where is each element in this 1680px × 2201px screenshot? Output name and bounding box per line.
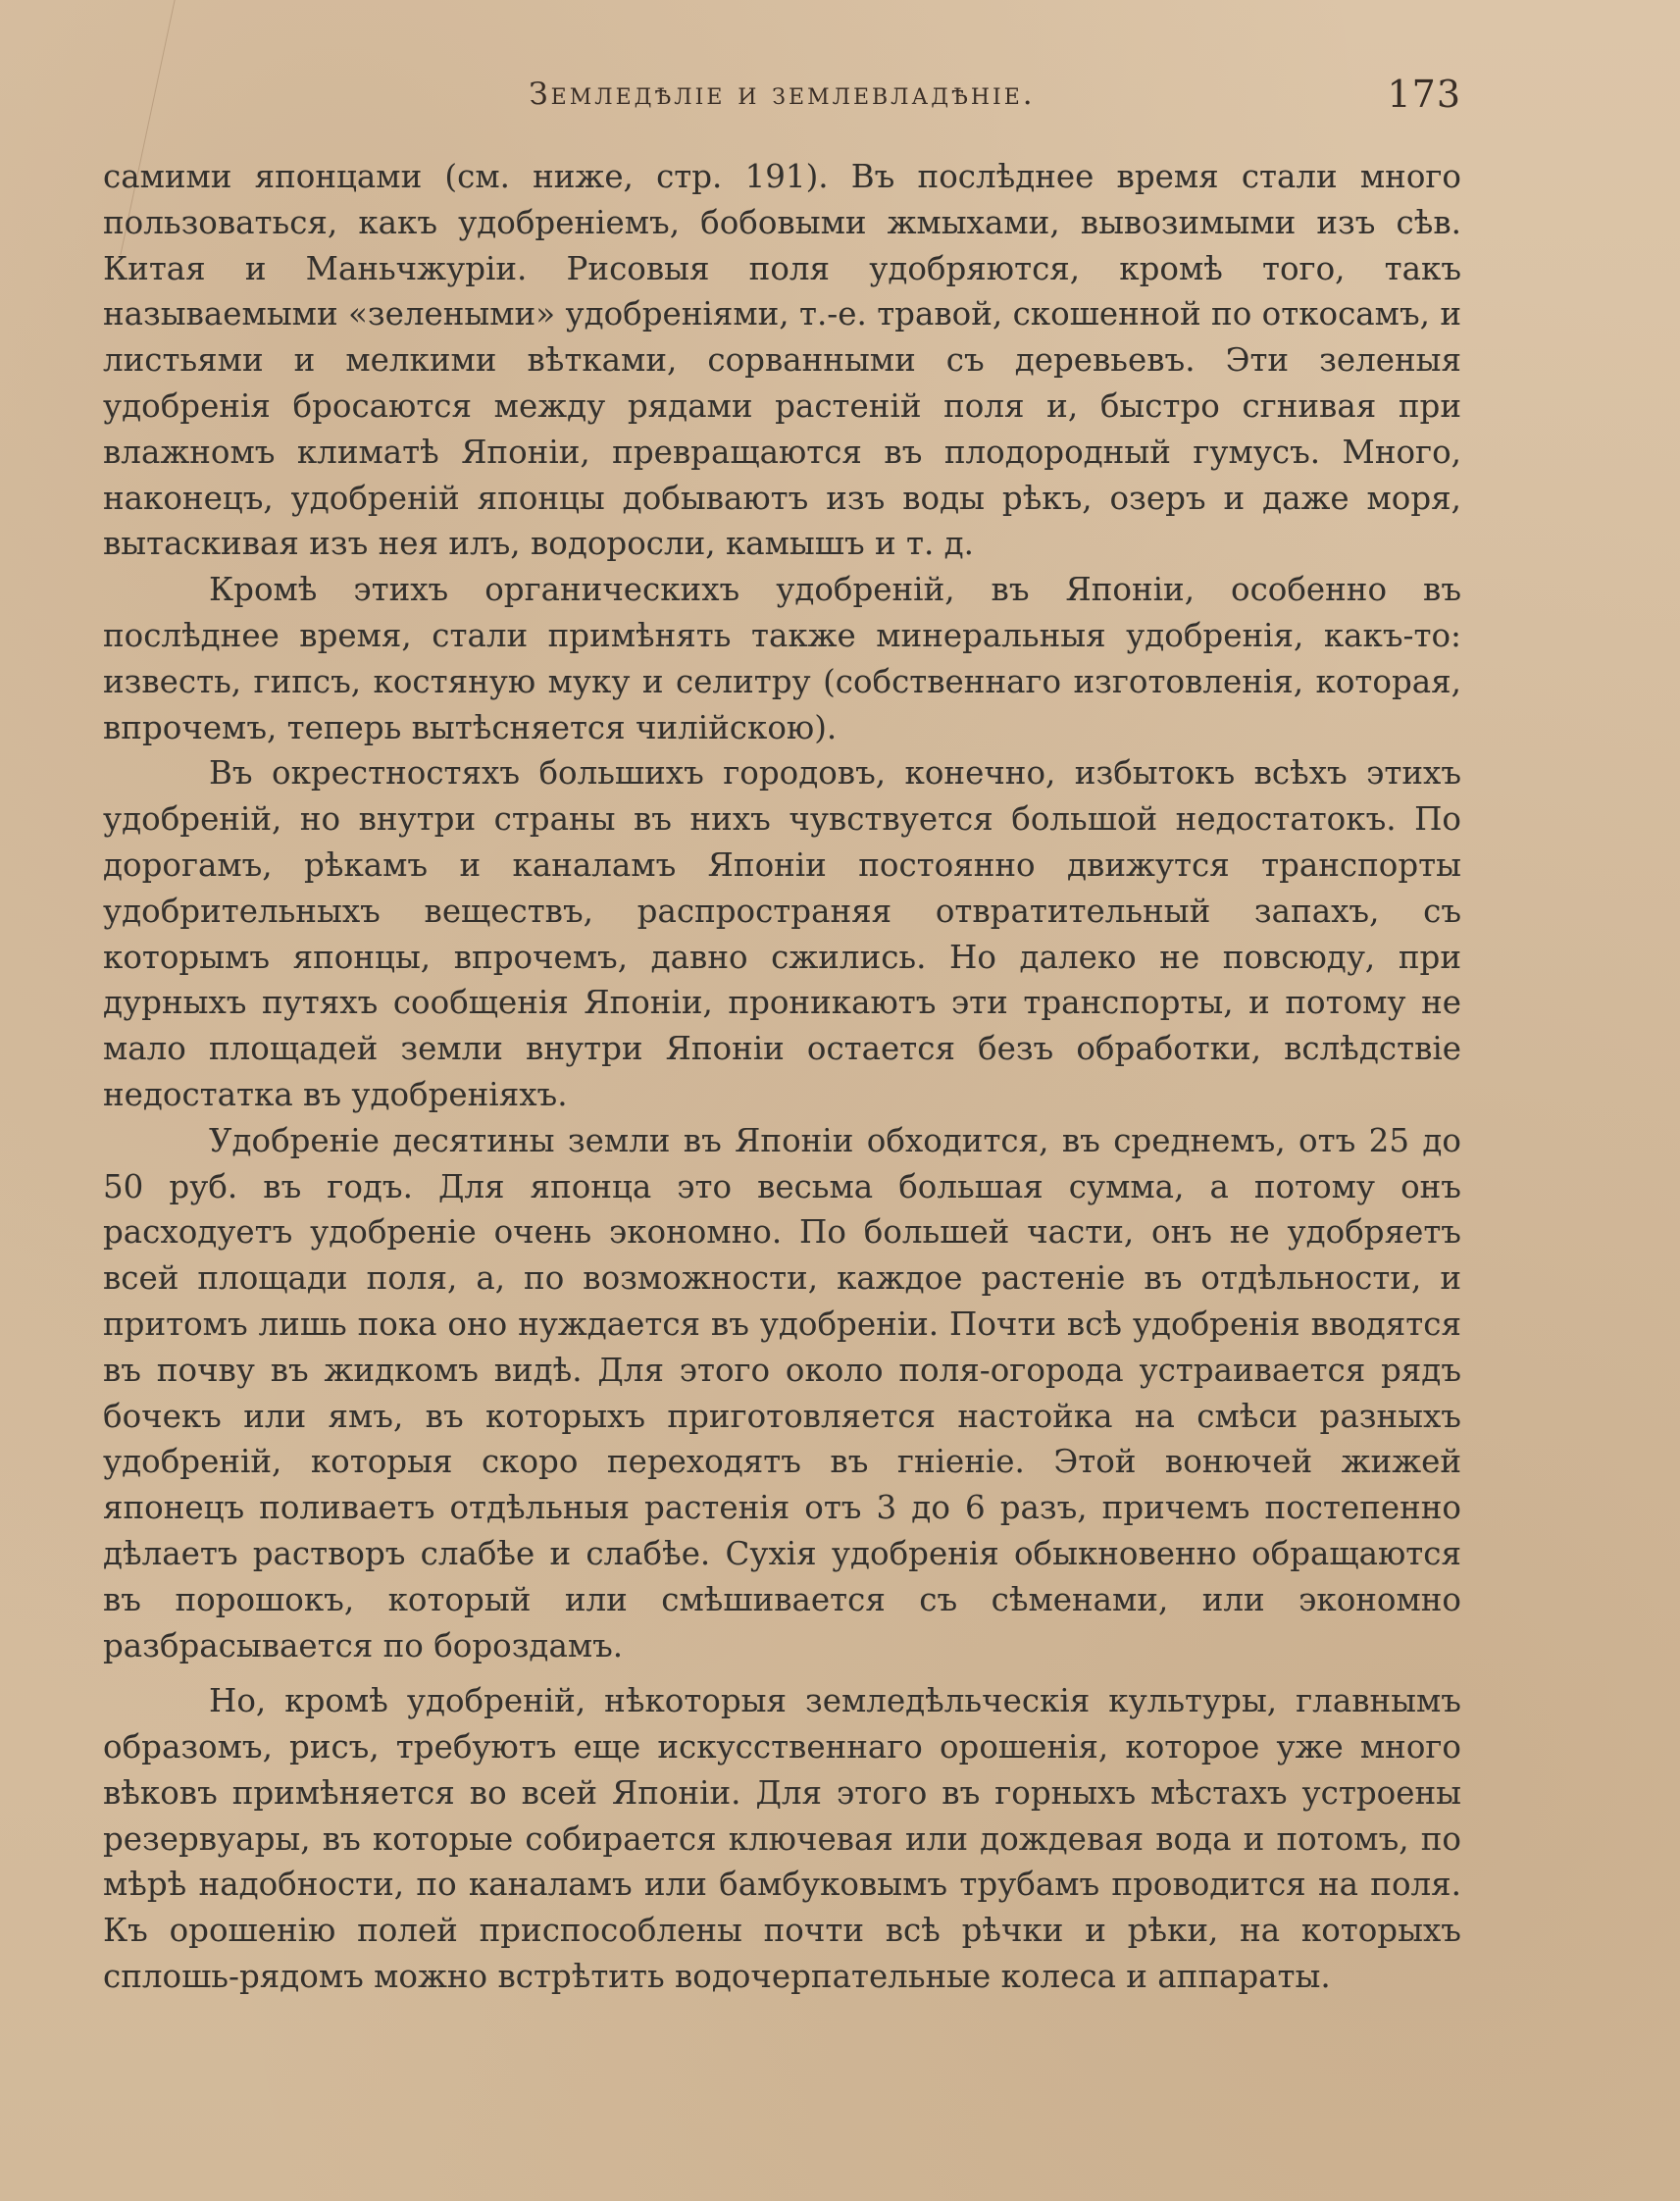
body-text	[103, 154, 1461, 2000]
paragraph: Но, кромѣ удобреній, нѣкоторыя земледѣльческія культуры, главнымъ образомъ, рисъ, требуютъ еще искусственнаго орошенія, которое уже много вѣковъ примѣняется во всей Японіи. Для этого въ горныхъ мѣстахъ устроены резервуары, въ которые собирается ключевая или дождевая вода и потомъ, по мѣрѣ надобности, по каналамъ или бамбуковымъ трубамъ проводится на поля. Къ орошенію полей приспособлены почти всѣ рѣчки и рѣки, на которыхъ сплошь-рядомъ можно встрѣтить водочерпательные колеса и аппараты.	[103, 1682, 1461, 1996]
page-number: 173	[1387, 73, 1461, 116]
paragraph: Въ окрестностяхъ большихъ городовъ, конечно, избытокъ всѣхъ этихъ удобреній, но внутри страны въ нихъ чувствуется большой недостатокъ. По дорогамъ, рѣкамъ и каналамъ Японіи постоянно движутся транспорты удобрительныхъ веществъ, распространяя отвратительный запахъ, съ которымъ японцы, впрочемъ, давно сжились. Но далеко не повсюду, при дурныхъ путяхъ сообщенія Японіи, проникаютъ эти транспорты, и потому не мало площадей земли внутри Японіи остается безъ обработки, вслѣдствіе недостатка въ удобреніяхъ.	[103, 754, 1461, 1113]
paragraph-continued: самими японцами (см. ниже, стр. 191). Въ послѣднее время стали много пользоваться, какъ удобреніемъ, бобовыми жмыхами, вывозимыми изъ сѣв. Китая и Маньчжуріи. Рисовыя поля удобряются, кромѣ того, такъ называемыми «зелеными» удобреніями, т.-е. травой, скошенной по откосамъ, и листьями и мелкими вѣтками, сорванными съ деревьевъ. Эти зеленыя удобренія бросаются между рядами растеній поля и, быстро сгнивая при влажномъ климатѣ Японіи, превращаются въ плодородный гумусъ. Много, наконецъ, удобреній японцы добываютъ изъ воды рѣкъ, озеръ и даже моря, вытаскивая изъ нея илъ, водоросли, камышъ и т. д.	[103, 158, 1461, 563]
running-head	[103, 73, 1461, 135]
paragraph: Удобреніе десятины земли въ Японіи обходится, въ среднемъ, отъ 25 до 50 руб. въ годъ. Для японца это весьма большая сумма, а потому онъ расходуетъ удобреніе очень экономно. По большей части, онъ не удобряетъ всей площади поля, а, по возможности, каждое растеніе въ отдѣльности, и притомъ лишь пока оно нуждается въ удобреніи. Почти всѣ удобренія вводятся въ почву въ жидкомъ видѣ. Для этого около поля-огорода устраивается рядъ бочекъ или ямъ, въ которыхъ приготовляется настойка на смѣси разныхъ удобреній, которыя скоро переходятъ въ гніеніе. Этой вонючей жижей японецъ поливаетъ отдѣльныя растенія отъ 3 до 6 разъ, причемъ постепенно дѣлаетъ растворъ слабѣе и слабѣе. Сухія удобренія обыкновенно обращаются въ порошокъ, который или смѣшивается съ сѣменами, или экономно разбрасывается по бороздамъ.	[103, 1121, 1461, 1664]
running-title: Земледѣліе и землевладѣніе.	[529, 77, 1036, 112]
paragraph: Кромѣ этихъ органическихъ удобреній, въ Японіи, особенно въ послѣднее время, стали примѣнять также минеральныя удобренія, какъ-то: известь, гипсъ, костяную муку и селитру (собственнаго изготовленія, которая, впрочемъ, теперь вытѣсняется чилійскою).	[103, 571, 1461, 746]
